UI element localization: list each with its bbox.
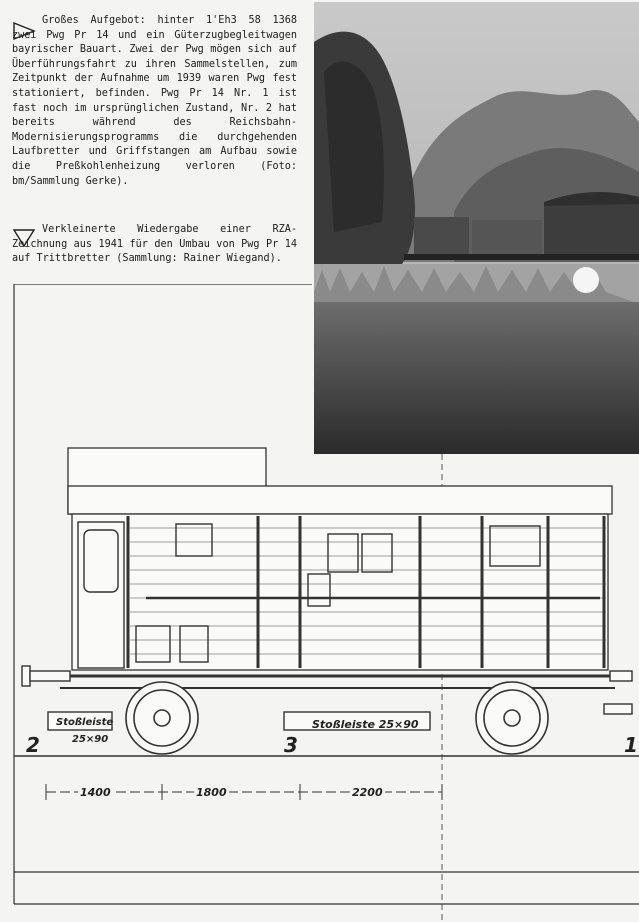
left-strip-label: Stoßleiste [56, 717, 114, 728]
center-strip-label: Stoßleiste 25×90 [312, 718, 419, 731]
photo-caption-text: Großes Aufgebot: hinter 1'Eh3 58 1368 zwei Pwg Pr 14 und ein Güterzugbegleitwagen bayrischer Bauart. Zwei der Pwg mögen sich auf Überführungsfahrt zu ihren Sammelstellen, zum Zeitpunkt der Aufnahme um 1939 waren Pwg fest stationiert, befinden. Pwg Pr 14 Nr. 1 ist fast noch im ursprünglichen Zustand, Nr. 2 hat bereits während des Reichsbahn-Modernisierungsprogramms die durchgehenden Laufbretter und Griffstangen am Aufbau sowie die Preßkohlenheizung verloren (Foto: bm/Sammlung Gerke). [12, 15, 297, 187]
dimension-1800: 1800 [196, 786, 227, 799]
dimension-1400: 1400 [80, 786, 111, 799]
dimension-2200: 2200 [352, 786, 383, 799]
marker-3: 3 [284, 733, 298, 757]
wagon-technical-drawing [0, 284, 639, 922]
photo-caption [12, 14, 297, 189]
drawing-caption [12, 223, 297, 267]
drawing-caption-text: Verkleinerte Wiedergabe einer RZA-Zeichnung aus 1941 für den Umbau von Pwg Pr 14 auf Trittbretter (Sammlung: Rainer Wiegand). [12, 224, 297, 265]
marker-1: 1 [624, 733, 638, 757]
marker-2: 2 [26, 733, 40, 757]
left-strip-dimension: 25×90 [72, 734, 109, 745]
